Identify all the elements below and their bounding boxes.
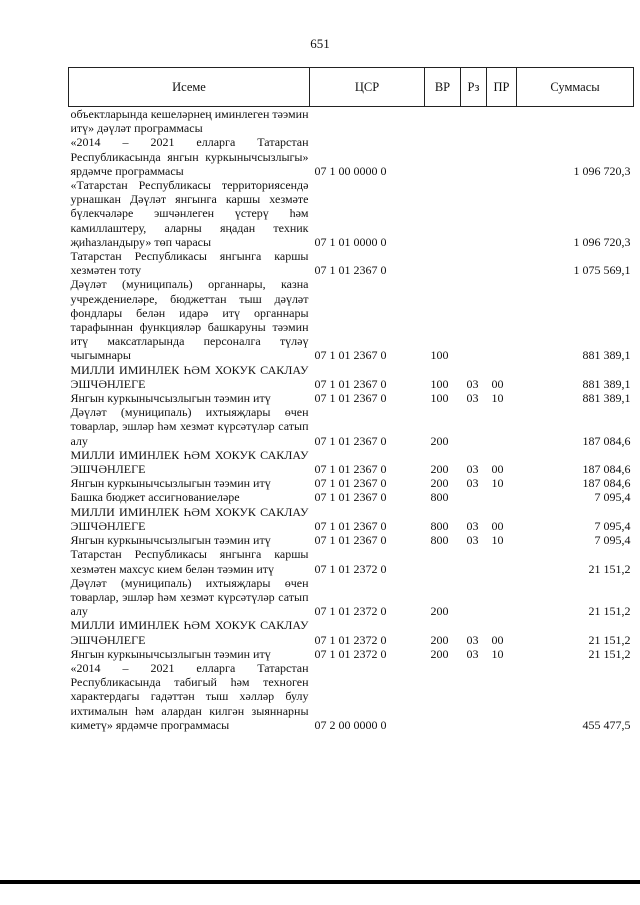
- cell-pr: 00: [491, 376, 504, 391]
- cell-rz: [461, 178, 487, 249]
- cell-name: Башка бюджет ассигнованиеләре: [70, 490, 240, 505]
- table-row: [69, 178, 634, 249]
- header-vr: ВР: [425, 68, 461, 107]
- cell-csr: 07 1 01 2367 0: [314, 462, 387, 477]
- cell-vr: 800: [430, 490, 449, 505]
- header-rz: Рз: [461, 68, 487, 107]
- cell-name: Дәүләт (муниципаль) органнары, казна учреждениеләре, бюджеттан тыш дәүләт фондлары белән идарә итү органнары тарафыннан функцияләр башкаруны тәэмин итү максатларында персоналга түләү чыгымнары: [70, 277, 309, 363]
- header-name: Исеме: [69, 68, 310, 107]
- cell-rz: [461, 107, 487, 136]
- cell-name: МИЛЛИ ИМИНЛЕК ҺӘМ ХОКУК САКЛАУ ЭШЧӘНЛЕГЕ: [70, 618, 309, 647]
- cell-vr: [425, 107, 461, 136]
- cell-name: «2014 – 2021 елларга Татарстан Республикасында табигый һәм техноген характердагы гадәттән тыш хәлләр булу ихтималын һәм алардан килгән зыяннарны киметү» ярдәмче программасы: [70, 660, 309, 732]
- cell-csr: 07 1 01 2372 0: [314, 561, 387, 576]
- table-row: [69, 661, 634, 732]
- cell-name: Дәүләт (муниципаль) ихтыяҗлары өчен товарлар, эшләр һәм хезмәт күрсәтүләр сатып алу: [70, 575, 309, 619]
- cell-pr: 10: [491, 391, 504, 406]
- cell-vr: 200: [430, 462, 449, 477]
- cell-sum: 7 095,4: [594, 490, 631, 505]
- cell-sum: 21 151,2: [588, 604, 631, 619]
- cell-pr: 00: [491, 632, 504, 647]
- cell-name: объектларында кешеләрнең иминлеген тәэмин итү» дәүләт программасы: [70, 107, 309, 136]
- header-csr: ЦСР: [310, 68, 425, 107]
- cell-vr: [425, 135, 461, 178]
- table-row: [69, 391, 634, 405]
- table-row: [69, 405, 634, 448]
- cell-sum: 21 151,2: [588, 561, 631, 576]
- cell-csr: 07 1 01 2367 0: [314, 433, 387, 448]
- table-row: [69, 505, 634, 533]
- header-sum: Суммасы: [517, 68, 634, 107]
- cell-vr: 200: [430, 476, 449, 491]
- cell-rz: 03: [466, 632, 479, 647]
- cell-csr: 07 1 01 2367 0: [314, 490, 387, 505]
- cell-pr: 00: [491, 462, 504, 477]
- cell-rz: [461, 576, 487, 619]
- table-row: [69, 107, 634, 136]
- cell-name: МИЛЛИ ИМИНЛЕК ҺӘМ ХОКУК САКЛАУ ЭШЧӘНЛЕГЕ: [70, 504, 309, 533]
- cell-name: Татарстан Республикасы янгынга каршы хезмәтен махсус кием белән тәэмин итү: [70, 547, 309, 576]
- cell-sum: 7 095,4: [594, 518, 631, 533]
- cell-vr: 200: [430, 646, 449, 661]
- cell-sum: 187 084,6: [582, 433, 631, 448]
- cell-pr: [487, 547, 517, 575]
- budget-table: [68, 67, 634, 732]
- cell-name: «2014 – 2021 елларга Татарстан Республикасында янгын куркынычсызлыгы» ярдәмче программасы: [70, 135, 309, 178]
- cell-csr: 07 1 01 2367 0: [314, 533, 387, 548]
- cell-pr: [487, 576, 517, 619]
- cell-rz: [461, 249, 487, 277]
- cell-vr: 100: [430, 391, 449, 406]
- cell-pr: [487, 661, 517, 732]
- cell-vr: 200: [430, 604, 449, 619]
- cell-name: Дәүләт (муниципаль) ихтыяҗлары өчен товарлар, эшләр һәм хезмәт күрсәтүләр сатып алу: [70, 405, 309, 448]
- cell-sum: 881 389,1: [582, 391, 631, 406]
- page-number: 651: [310, 36, 330, 51]
- cell-sum: 21 151,2: [588, 632, 631, 647]
- cell-vr: [425, 249, 461, 277]
- cell-rz: 03: [466, 646, 479, 661]
- cell-csr: 07 1 01 2367 0: [314, 476, 387, 491]
- cell-vr: 800: [430, 518, 449, 533]
- cell-vr: 100: [430, 376, 449, 391]
- table-row: [69, 277, 634, 362]
- cell-name: МИЛЛИ ИМИНЛЕК ҺӘМ ХОКУК САКЛАУ ЭШЧӘНЛЕГЕ: [70, 447, 309, 477]
- cell-pr: [487, 277, 517, 362]
- cell-rz: 03: [466, 462, 479, 477]
- cell-rz: 03: [466, 476, 479, 491]
- table-row: [69, 618, 634, 646]
- table-row: [69, 533, 634, 547]
- cell-csr: 07 1 01 2372 0: [314, 604, 387, 619]
- table-row: [69, 249, 634, 277]
- cell-rz: [461, 405, 487, 448]
- cell-csr: 07 1 01 2372 0: [314, 632, 387, 647]
- cell-name: «Татарстан Республикасы территориясендә урнашкан Дәүләт янгынга каршы хезмәте бүлекчәләре эшчәнлеген үстерү һәм камиллаштеру, аларны яңадан техник җиһазландыру» төп чарасы: [70, 178, 309, 249]
- table-row: [69, 135, 634, 178]
- table-row: [69, 363, 634, 391]
- cell-sum: 1 075 569,1: [573, 263, 631, 278]
- cell-rz: [461, 661, 487, 732]
- cell-csr: 07 2 00 0000 0: [314, 717, 387, 732]
- cell-pr: 00: [491, 518, 504, 533]
- cell-pr: [487, 490, 517, 504]
- cell-rz: 03: [466, 376, 479, 391]
- cell-csr: [310, 107, 425, 136]
- cell-csr: 07 1 01 2372 0: [314, 646, 387, 661]
- cell-csr: 07 1 01 0000 0: [314, 234, 387, 249]
- cell-vr: [425, 661, 461, 732]
- cell-csr: 07 1 01 2367 0: [314, 348, 387, 363]
- table-row: [69, 547, 634, 575]
- cell-rz: 03: [466, 533, 479, 548]
- cell-sum: 1 096 720,3: [573, 163, 631, 178]
- table-row: [69, 448, 634, 476]
- cell-name: Татарстан Республикасы янгынга каршы хезмәтен тоту: [70, 249, 309, 278]
- cell-pr: [487, 249, 517, 277]
- table-row: [69, 576, 634, 619]
- cell-name: Янгын куркынычсызлыгын тәэмин итү: [70, 476, 271, 491]
- cell-rz: 03: [466, 391, 479, 406]
- cell-pr: [487, 135, 517, 178]
- cell-sum: 881 389,1: [582, 348, 631, 363]
- cell-sum: 7 095,4: [594, 533, 631, 548]
- cell-vr: [425, 178, 461, 249]
- cell-csr: 07 1 01 2367 0: [314, 263, 387, 278]
- table-row: [69, 647, 634, 661]
- cell-rz: 03: [466, 518, 479, 533]
- cell-vr: 200: [430, 632, 449, 647]
- cell-rz: [461, 547, 487, 575]
- cell-csr: 07 1 01 2367 0: [314, 518, 387, 533]
- cell-pr: 10: [491, 476, 504, 491]
- cell-rz: [461, 135, 487, 178]
- cell-pr: 10: [491, 646, 504, 661]
- cell-csr: 07 1 01 2367 0: [314, 391, 387, 406]
- table-row: [69, 476, 634, 490]
- cell-sum: 187 084,6: [582, 476, 631, 491]
- page-bottom-border: [0, 880, 640, 884]
- cell-sum: 21 151,2: [588, 646, 631, 661]
- cell-rz: [461, 277, 487, 362]
- cell-vr: 800: [430, 533, 449, 548]
- header-pr: ПР: [487, 68, 517, 107]
- cell-pr: [487, 405, 517, 448]
- table-row: [69, 490, 634, 504]
- cell-sum: 455 477,5: [582, 717, 631, 732]
- table-header-row: [69, 68, 634, 107]
- cell-csr: 07 1 01 2367 0: [314, 376, 387, 391]
- cell-vr: [425, 547, 461, 575]
- cell-sum: [517, 107, 634, 136]
- cell-name: Янгын куркынычсызлыгын тәэмин итү: [70, 391, 271, 406]
- cell-name: МИЛЛИ ИМИНЛЕК ҺӘМ ХОКУК САКЛАУ ЭШЧӘНЛЕГЕ: [70, 362, 309, 391]
- cell-csr: 07 1 00 0000 0: [314, 163, 387, 178]
- cell-name: Янгын куркынычсызлыгын тәэмин итү: [70, 646, 271, 661]
- cell-rz: [461, 490, 487, 504]
- cell-pr: 10: [491, 533, 504, 548]
- table-body: [69, 107, 634, 732]
- cell-name: Янгын куркынычсызлыгын тәэмин итү: [70, 533, 271, 548]
- cell-sum: 1 096 720,3: [573, 234, 631, 249]
- cell-pr: [487, 107, 517, 136]
- cell-sum: 881 389,1: [582, 376, 631, 391]
- cell-pr: [487, 178, 517, 249]
- cell-sum: 187 084,6: [582, 462, 631, 477]
- cell-vr: 200: [430, 433, 449, 448]
- cell-vr: 100: [430, 348, 449, 363]
